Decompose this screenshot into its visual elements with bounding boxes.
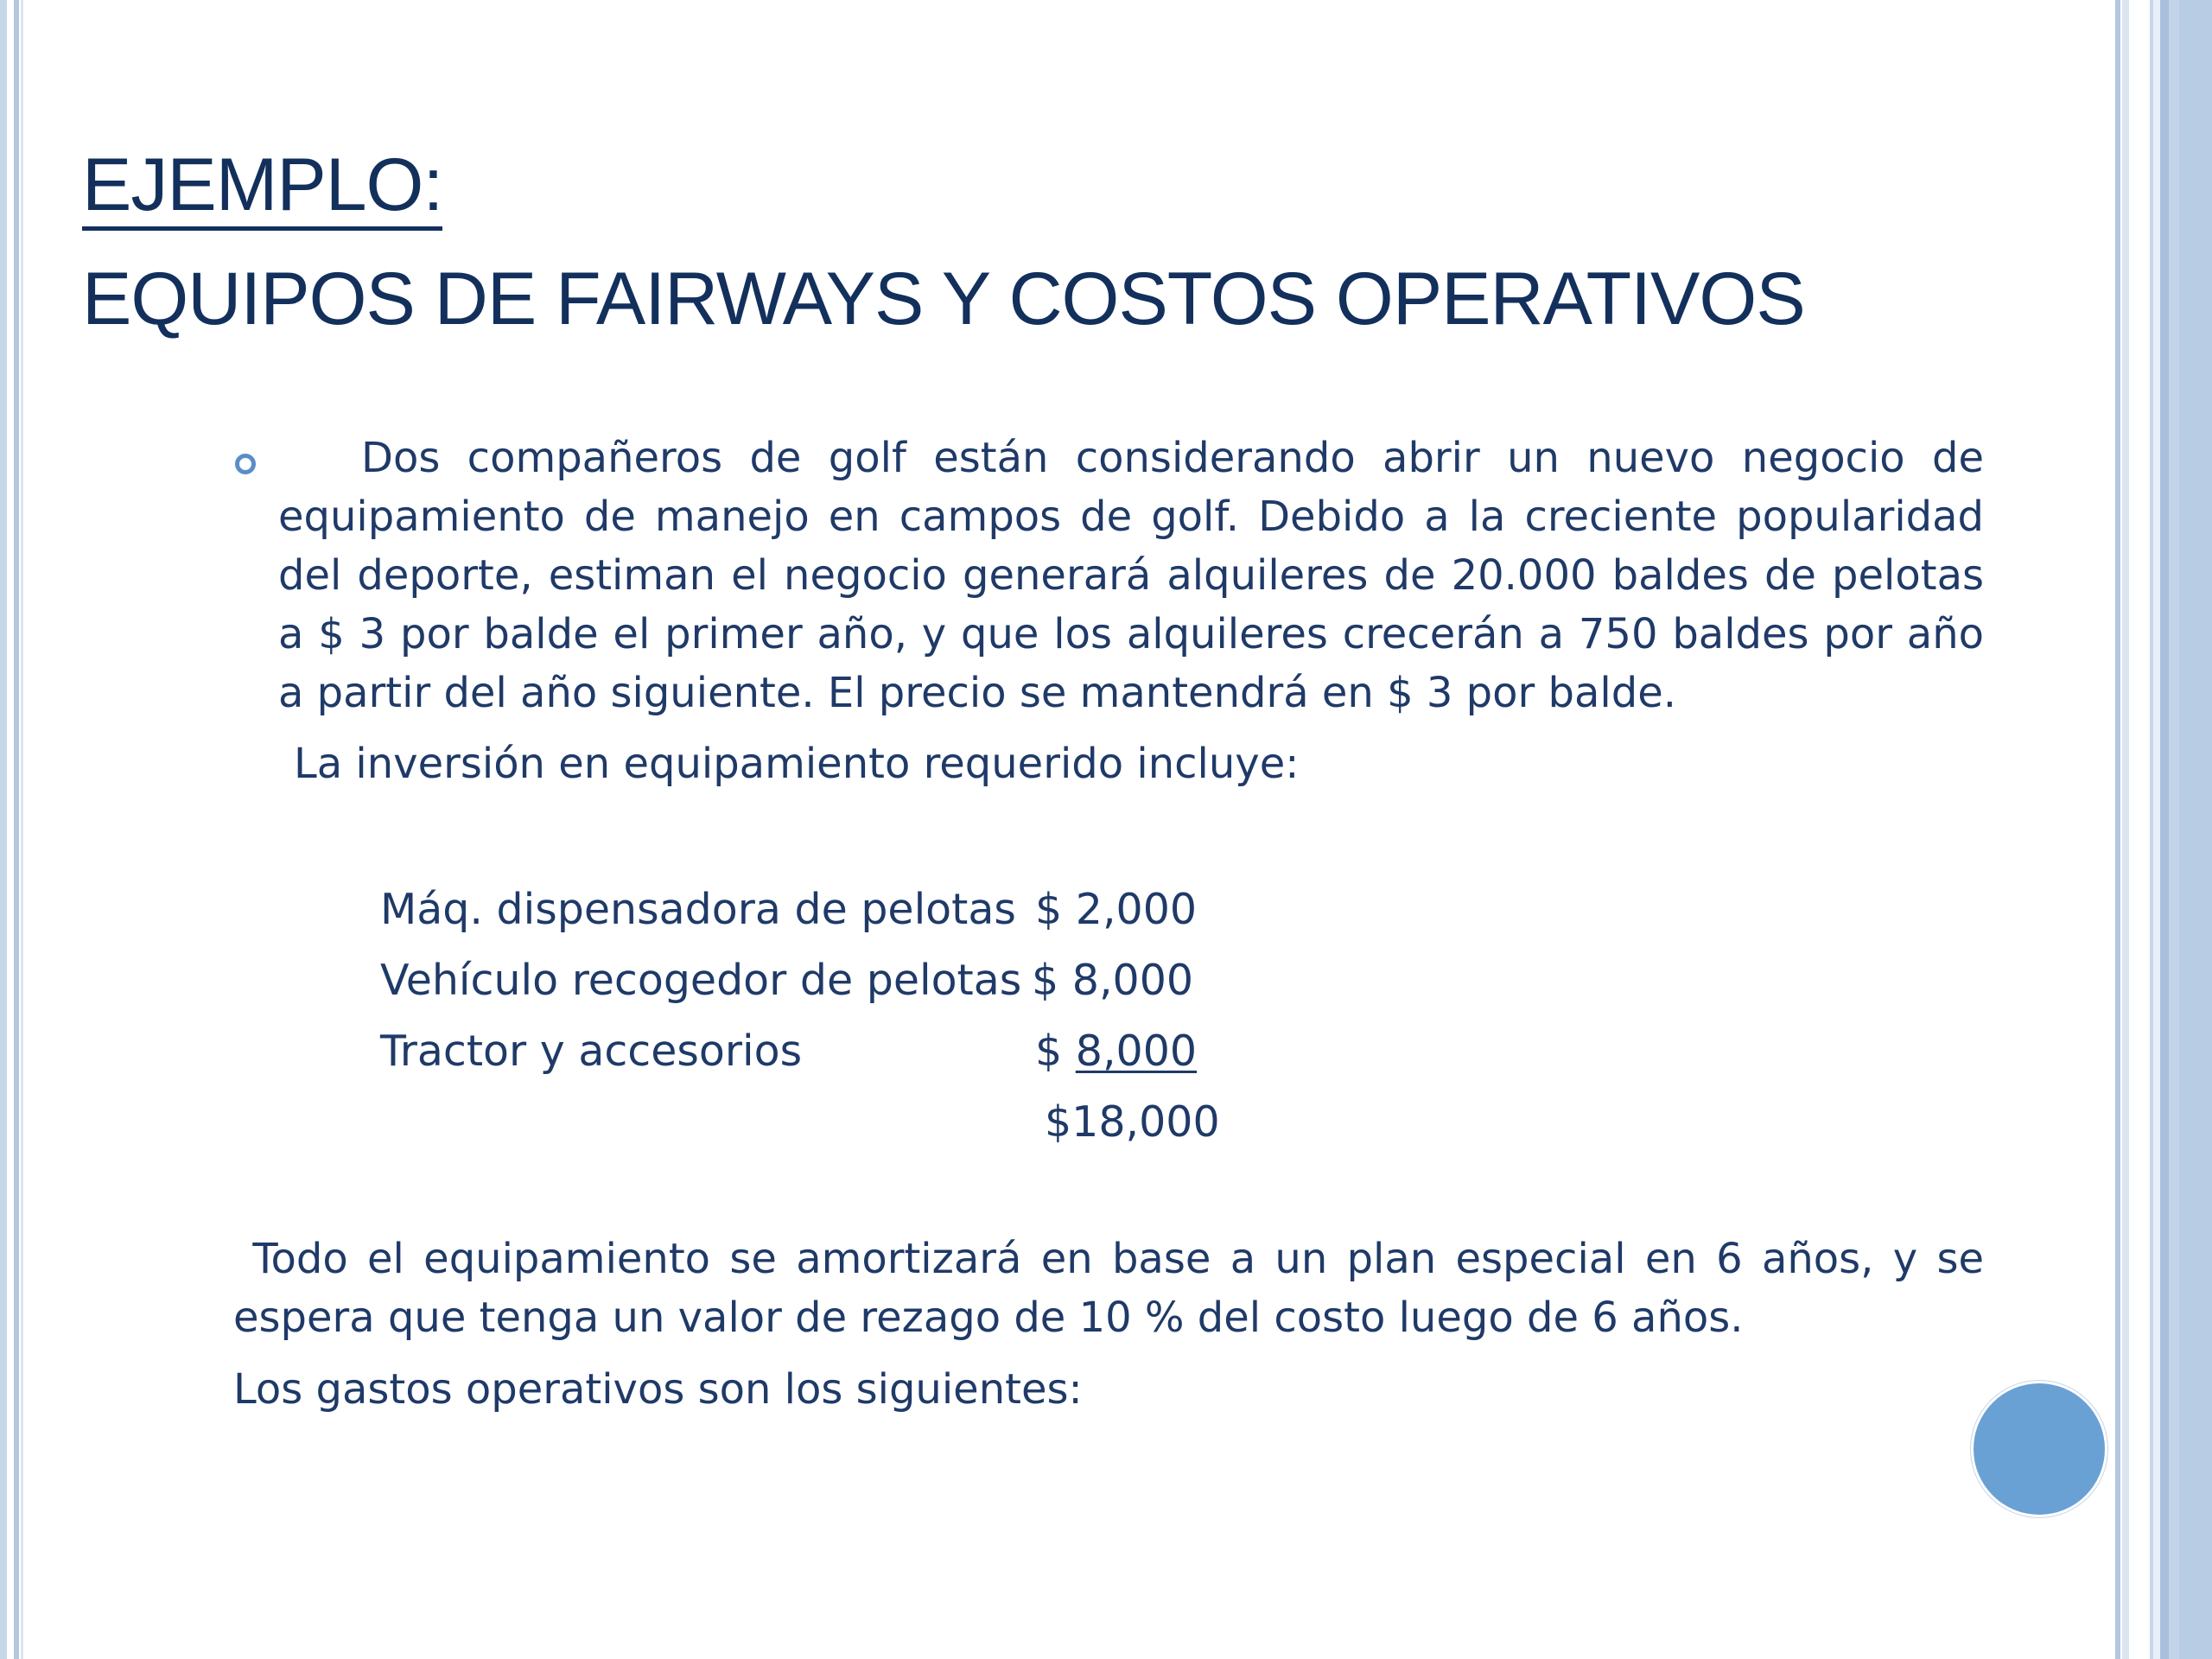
depreciation-text: Todo el equipamiento se amortizará en base a un plan especial en 6 años, y se espera que tenga un valor de rezago de 10 % del costo luego de 6 años.	[233, 1235, 1984, 1342]
border-stripe	[2153, 0, 2160, 1659]
investment-item-amount: $ 8,000	[1032, 956, 1194, 1005]
bullet-paragraph	[278, 429, 1984, 722]
title-line-2: EQUIPOS DE FAIRWAYS Y COSTOS OPERATIVOS	[82, 257, 1805, 340]
border-stripe	[2169, 0, 2179, 1659]
right-decorative-border	[2115, 0, 2212, 1659]
border-stripe	[2160, 0, 2169, 1659]
investment-total: $18,000	[1045, 1097, 1220, 1147]
bullet-paragraph-text: Dos compañeros de golf están considerando abrir un nuevo negocio de equipamiento de manejo en campos de golf. Debido a la creciente popularidad del deporte, estiman el negocio generará alquileres de 20.000 baldes de pelotas a $ 3 por balde el primer año, y que los alquileres crecerán a 750 baldes por año a partir del año siguiente. El precio se mantendrá en $ 3 por balde.	[278, 434, 1984, 717]
operating-costs-intro: Los gastos operativos son los siguientes:	[233, 1365, 1083, 1414]
depreciation-paragraph	[233, 1230, 1984, 1347]
border-stripe	[2115, 0, 2120, 1659]
hollow-circle-bullet-icon	[235, 454, 256, 474]
slide-title	[82, 134, 1805, 350]
investment-item-label: Vehículo recogedor de pelotas	[380, 956, 1022, 1005]
left-border-stripe	[21, 0, 23, 1659]
border-stripe	[2131, 0, 2150, 1659]
left-border-stripe	[0, 0, 7, 1659]
title-line-1: EJEMPLO:	[82, 143, 442, 231]
border-stripe	[2122, 0, 2129, 1659]
investment-item-label: Tractor y accesorios	[380, 1027, 803, 1076]
blue-circle-decoration	[1974, 1383, 2105, 1515]
investment-item-label: Máq. dispensadora de pelotas	[380, 885, 1016, 934]
investment-item-amount: $ 8,000	[1035, 1027, 1198, 1076]
investment-intro: La inversión en equipamiento requerido incluye:	[294, 740, 1300, 788]
investment-item-amount: $ 2,000	[1035, 885, 1198, 934]
border-stripe	[2179, 0, 2212, 1659]
left-border-stripe	[14, 0, 19, 1659]
